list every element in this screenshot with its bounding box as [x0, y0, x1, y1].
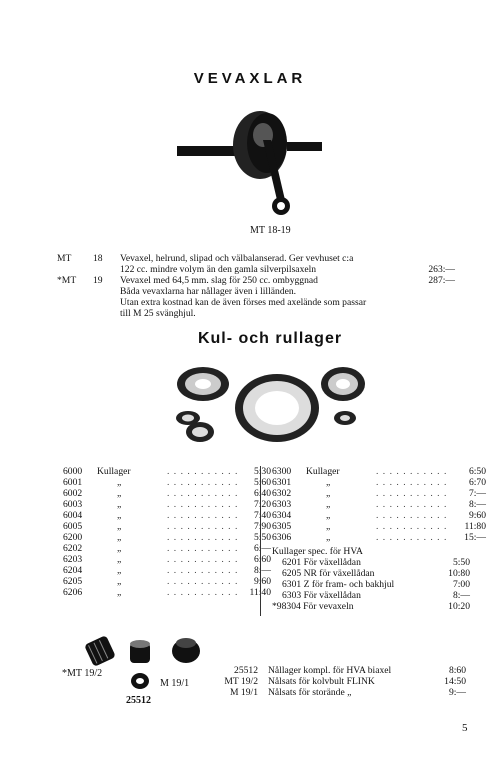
bearing-code: 6205 [63, 576, 83, 587]
table-row [63, 576, 271, 587]
needle-bearings-image [82, 631, 227, 696]
dot-leader: . . . . . . . . . . . [167, 543, 239, 554]
item-number: 19 [93, 275, 103, 286]
item-description: Nålsats för kolvbult FLINK [268, 676, 375, 687]
item-description: 122 cc. mindre volym än den gamla silverpilsaxeln [120, 264, 317, 275]
bearing-name: „ [117, 488, 122, 499]
item-description: Vevaxel, helrund, slipad och välbalanserad. Ger vevhuset c:a [120, 253, 354, 264]
table-row [63, 565, 271, 576]
bearing-name: „ [326, 477, 331, 488]
item-description: 6301 Z för fram- och bakhjul [282, 579, 395, 590]
dot-leader: . . . . . . . . . . . [167, 532, 239, 543]
bearing-name: „ [117, 477, 122, 488]
bearing-price: 6:60 [253, 554, 271, 565]
bearing-code: 6002 [63, 488, 83, 499]
bearing-code: 6200 [63, 532, 83, 543]
vevaxel-list [57, 253, 455, 319]
bearing-name: „ [117, 587, 122, 598]
item-description: Båda vevaxlarna har nållager även i lilländen. [120, 286, 297, 297]
item-price: 287:— [428, 275, 455, 286]
vevaxel-row [57, 275, 455, 286]
bearing-name: „ [117, 510, 122, 521]
needle-table [222, 665, 466, 698]
dot-leader: . . . . . . . . . . . [167, 510, 239, 521]
item-description: 6205 NR för växellådan [282, 568, 375, 579]
item-code: M 19/1 [230, 687, 258, 698]
hva-table [272, 557, 470, 612]
bearing-name: „ [117, 565, 122, 576]
dot-leader: . . . . . . . . . . . [376, 477, 448, 488]
table-row [63, 554, 271, 565]
dot-leader: . . . . . . . . . . . [376, 488, 448, 499]
dot-leader: . . . . . . . . . . . [167, 587, 239, 598]
item-price: 10:20 [448, 601, 470, 612]
item-description: Nålsats för storände „ [268, 687, 352, 698]
table-row [272, 579, 470, 590]
bearing-price: 7:20 [253, 499, 271, 510]
bearing-name: „ [326, 499, 331, 510]
bearing-code: 6306 [272, 532, 292, 543]
bearing-code: 6000 [63, 466, 83, 477]
table-row [63, 510, 271, 521]
dot-leader: . . . . . . . . . . . [167, 576, 239, 587]
table-row [272, 510, 486, 521]
bearing-name: Kullager [97, 466, 131, 477]
bearing-name: „ [326, 521, 331, 532]
bearing-price: 9:60 [468, 510, 486, 521]
vevaxel-row [65, 297, 445, 308]
item-code: MT 19/2 [224, 676, 258, 687]
bearing-code: 6001 [63, 477, 83, 488]
bearing-name: „ [117, 499, 122, 510]
item-price: 263:— [428, 264, 455, 275]
bearing-code: 6303 [272, 499, 292, 510]
item-description: *98304 För vevaxeln [272, 601, 354, 612]
item-price: 10:80 [448, 568, 470, 579]
label-25512: 25512 [126, 695, 151, 706]
table-row [63, 521, 271, 532]
bearing-name: „ [117, 532, 122, 543]
dot-leader: . . . . . . . . . . . [167, 565, 239, 576]
hva-header: Kullager spec. för HVA [272, 546, 363, 557]
bearing-name: „ [117, 554, 122, 565]
table-row [272, 521, 486, 532]
table-row [272, 499, 486, 510]
dot-leader: . . . . . . . . . . . [167, 488, 239, 499]
bearing-name: Kullager [306, 466, 340, 477]
table-row [63, 499, 271, 510]
table-row [272, 601, 470, 612]
dot-leader: . . . . . . . . . . . [376, 499, 448, 510]
section-title-vevaxlar: VEVAXLAR [193, 70, 307, 87]
bearing-price: 9:60 [253, 576, 271, 587]
bearing-code: 6302 [272, 488, 292, 499]
bearing-price: 6:— [253, 543, 271, 554]
table-row [222, 687, 466, 698]
bearing-code: 6204 [63, 565, 83, 576]
item-price: 8:— [452, 590, 470, 601]
table-row [272, 590, 470, 601]
vevaxel-row [57, 253, 445, 264]
bearing-price: 15:— [464, 532, 486, 543]
table-row [272, 466, 486, 477]
item-price: 5:50 [452, 557, 470, 568]
table-row [272, 477, 486, 488]
bearing-name: „ [117, 521, 122, 532]
dot-leader: . . . . . . . . . . . [376, 466, 448, 477]
bearing-price: 5:50 [253, 532, 271, 543]
bearing-name: „ [117, 543, 122, 554]
table-row [63, 477, 271, 488]
table-row [63, 532, 271, 543]
dot-leader: . . . . . . . . . . . [376, 510, 448, 521]
bearing-price: 11:40 [249, 587, 271, 598]
item-code: MT [57, 253, 72, 264]
bearing-name: „ [117, 576, 122, 587]
bearing-code: 6203 [63, 554, 83, 565]
bearing-table-left [63, 466, 271, 598]
vevaxel-row [65, 308, 445, 319]
dot-leader: . . . . . . . . . . . [376, 521, 448, 532]
item-description: Vevaxel med 64,5 mm. slag för 250 cc. ombyggnad [120, 275, 318, 286]
item-description: Nållager kompl. för HVA biaxel [268, 665, 392, 676]
bearing-name: „ [326, 532, 331, 543]
dot-leader: . . . . . . . . . . . [167, 521, 239, 532]
vevaxel-row [65, 286, 445, 297]
section-title-kullager: Kul- och rullager [197, 330, 343, 347]
table-row [63, 587, 271, 598]
table-row [272, 488, 486, 499]
bearing-code: 6005 [63, 521, 83, 532]
dot-leader: . . . . . . . . . . . [167, 499, 239, 510]
item-price: 9:— [448, 687, 466, 698]
dot-leader: . . . . . . . . . . . [167, 466, 239, 477]
vevaxel-row [65, 264, 455, 275]
column-divider [260, 466, 261, 616]
dot-leader: . . . . . . . . . . . [376, 532, 448, 543]
item-number: 18 [93, 253, 103, 264]
bearing-price: 8:— [253, 565, 271, 576]
bearing-price: 8:— [468, 499, 486, 510]
item-price: 14:50 [444, 676, 466, 687]
bearing-code: 6300 [272, 466, 292, 477]
bearing-code: 6301 [272, 477, 292, 488]
figure-caption: MT 18-19 [250, 225, 291, 236]
table-row [272, 557, 470, 568]
table-row [272, 532, 486, 543]
item-description: till M 25 svänghjul. [120, 308, 196, 319]
table-row [222, 676, 466, 687]
table-row [222, 665, 466, 676]
item-code: *MT [57, 275, 77, 286]
bearing-code: 6206 [63, 587, 83, 598]
bearing-price: 6:70 [468, 477, 486, 488]
bearing-name: „ [326, 510, 331, 521]
dot-leader: . . . . . . . . . . . [167, 554, 239, 565]
table-row [272, 568, 470, 579]
label-mt-19-2: *MT 19/2 [62, 668, 103, 679]
bearing-price: 6:50 [468, 466, 486, 477]
table-row [63, 543, 271, 554]
item-price: 7:00 [452, 579, 470, 590]
table-row [63, 466, 271, 477]
crankshaft-image [175, 105, 325, 220]
item-price: 8:60 [448, 665, 466, 676]
bearing-code: 6003 [63, 499, 83, 510]
bearing-name: „ [326, 488, 331, 499]
bearing-price: 5:60 [253, 477, 271, 488]
item-description: 6201 För växellådan [282, 557, 361, 568]
bearing-code: 6202 [63, 543, 83, 554]
bearing-price: 7:— [468, 488, 486, 499]
bearing-code: 6305 [272, 521, 292, 532]
bearing-code: 6004 [63, 510, 83, 521]
page-number: 5 [462, 722, 468, 734]
item-code: 25512 [234, 665, 258, 676]
bearing-price: 11:80 [464, 521, 486, 532]
dot-leader: . . . . . . . . . . . [167, 477, 239, 488]
label-m-19-1: M 19/1 [160, 678, 190, 689]
bearing-price: 6:40 [253, 488, 271, 499]
table-row [63, 488, 271, 499]
bearings-image [165, 362, 370, 452]
bearing-price: 5:30 [253, 466, 271, 477]
item-description: 6303 För växellådan [282, 590, 361, 601]
bearing-price: 7:40 [253, 510, 271, 521]
bearing-code: 6304 [272, 510, 292, 521]
bearing-price: 7:90 [253, 521, 271, 532]
item-description: Utan extra kostnad kan de även förses med axelände som passar [120, 297, 367, 308]
bearing-table-right [272, 466, 486, 543]
